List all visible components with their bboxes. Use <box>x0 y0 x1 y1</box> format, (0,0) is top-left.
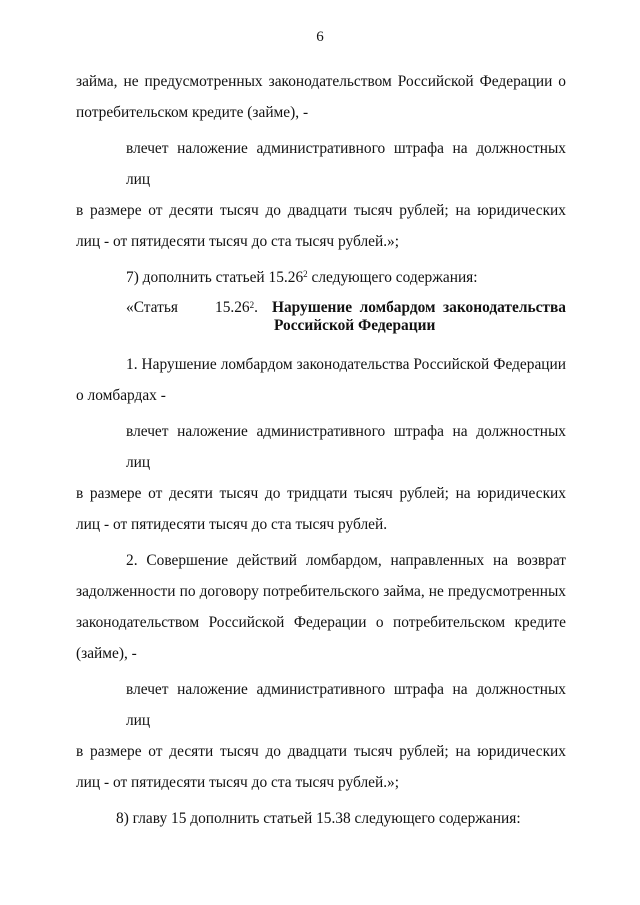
text-line: займа, не предусмотренных законодательством Российской Федерации о <box>76 73 566 90</box>
article-heading <box>76 299 566 335</box>
paragraph-penalty-2 <box>76 416 566 540</box>
text-line: лиц - от пятидесяти тысяч до ста тысяч рублей.»; <box>76 774 400 791</box>
text-line: потребительском кредите (займе), - <box>76 104 309 121</box>
paragraph-part-1 <box>76 349 566 411</box>
text-line: в размере от десяти тысяч до двадцати тысяч рублей; на юридических <box>76 202 566 219</box>
article-title-row: Нарушение ломбардом законодательства <box>272 299 566 316</box>
paragraph-penalty-3 <box>76 674 566 798</box>
text-line: законодательством Российской Федерации о потребительском кредите <box>76 614 566 631</box>
text-line: 1. Нарушение ломбардом законодательства Российской Федерации <box>126 356 566 373</box>
article-title-row: Российской Федерации <box>274 317 436 334</box>
article-word: «Статья <box>126 299 178 316</box>
paragraph-item-8 <box>76 803 566 834</box>
text-line: лиц - от пятидесяти тысяч до ста тысяч рублей.»; <box>76 233 400 250</box>
text-line: лиц - от пятидесяти тысяч до ста тысяч рублей. <box>76 516 388 533</box>
text-line: о ломбардах - <box>76 387 166 404</box>
page-number: 6 <box>316 29 324 45</box>
paragraph-part-2 <box>76 545 566 669</box>
article-label <box>76 299 272 335</box>
text-line: задолженности по договору потребительского займа, не предусмотренных <box>76 583 566 600</box>
text-line: 8) главу 15 дополнить статьей 15.38 следующего содержания: <box>116 810 521 827</box>
text-line: влечет наложение административного штрафа на должностных лиц <box>126 681 566 729</box>
item-7-text: 7) дополнить статьей 15.26 <box>126 269 304 286</box>
paragraph-item-7 <box>76 262 566 293</box>
document-body <box>76 66 566 834</box>
text-line: в размере от десяти тысяч до двадцати тысяч рублей; на юридических <box>76 743 566 760</box>
text-line: в размере от десяти тысяч до тридцати тысяч рублей; на юридических <box>76 485 566 502</box>
text-line: 2. Совершение действий ломбардом, направленных на возврат <box>126 552 566 569</box>
paragraph-penalty-1 <box>76 133 566 257</box>
article-title <box>272 299 566 335</box>
superscript: 2 <box>249 300 255 310</box>
text-line: влечет наложение административного штрафа на должностных лиц <box>126 423 566 471</box>
text-line <box>76 262 566 293</box>
text-line: (займе), - <box>76 645 137 662</box>
superscript: 2 <box>303 269 308 279</box>
article-number: 15.26$^2$. <box>215 299 258 316</box>
item-7-tail: следующего содержания: <box>307 269 478 286</box>
text-line: влечет наложение административного штрафа на должностных лиц <box>126 140 566 188</box>
paragraph-continuation <box>76 66 566 128</box>
